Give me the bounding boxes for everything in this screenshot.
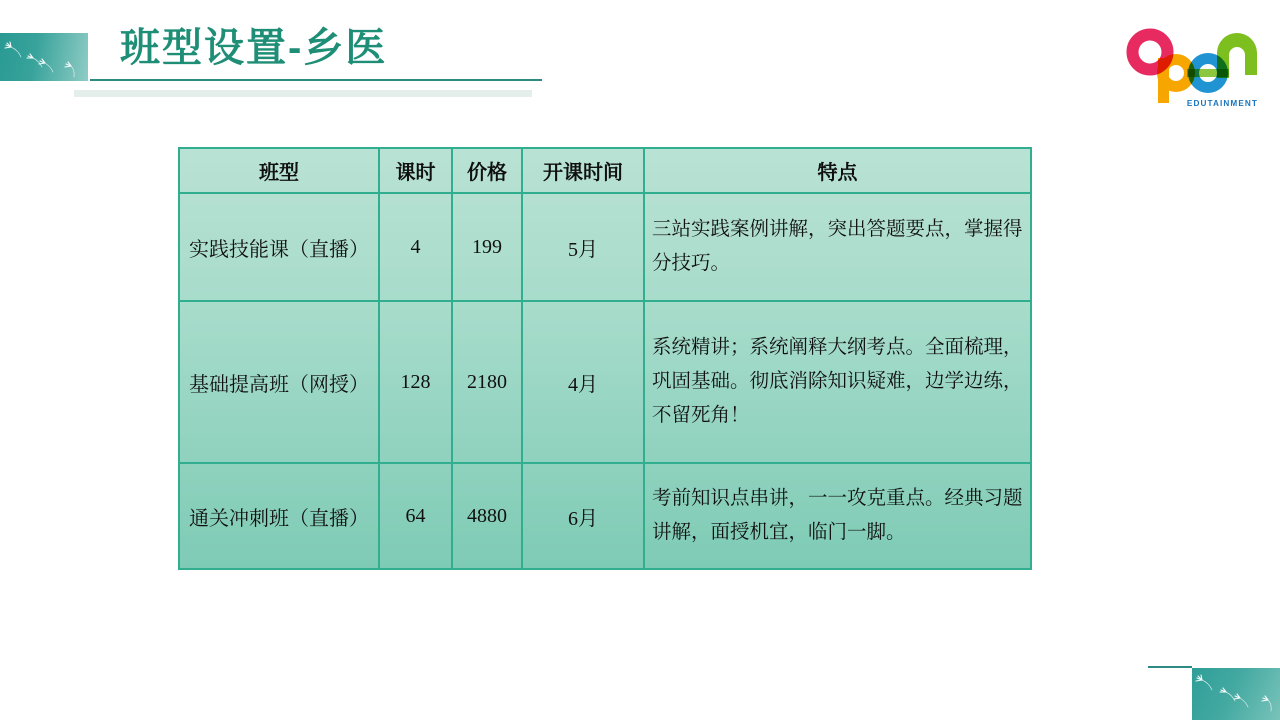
- cell-price: 4880: [452, 463, 522, 569]
- cell-start-time: 5月: [522, 193, 644, 301]
- cell-hours: 4: [379, 193, 452, 301]
- dandelion-art-top-left: [0, 33, 88, 81]
- header-price: 价格: [452, 148, 522, 193]
- header-start-time: 开课时间: [522, 148, 644, 193]
- table-row: [179, 301, 1031, 463]
- cell-price: 199: [452, 193, 522, 301]
- title-underline-soft: [74, 90, 532, 97]
- header-hours: 课时: [379, 148, 452, 193]
- page-title: 班型设置-乡医: [120, 26, 388, 70]
- cell-start-time: 6月: [522, 463, 644, 569]
- cell-start-time: 4月: [522, 301, 644, 463]
- table-row: [179, 193, 1031, 301]
- open-edutainment-logo: [1125, 25, 1265, 115]
- dandelion-seeds-icon: [0, 33, 88, 81]
- cell-features: 系统精讲；系统阐释大纲考点。全面梳理，巩固基础。彻底消除知识疑难，边学边练，不留死角！: [644, 301, 1031, 463]
- header-features: 特点: [644, 148, 1031, 193]
- bottom-right-line: [1148, 666, 1192, 668]
- cell-features: 三站实践案例讲解，突出答题要点，掌握得分技巧。: [644, 193, 1031, 301]
- logo-tagline: EDUTAINMENT: [1186, 99, 1258, 108]
- table-row: [179, 463, 1031, 569]
- cell-class-type: 通关冲刺班（直播）: [179, 463, 379, 569]
- dandelion-art-bottom-right: [1192, 668, 1280, 720]
- class-schedule-table: [178, 147, 1032, 570]
- cell-hours: 64: [379, 463, 452, 569]
- title-underline: [90, 79, 542, 81]
- cell-class-type: 基础提高班（网授）: [179, 301, 379, 463]
- cell-price: 2180: [452, 301, 522, 463]
- dandelion-seeds-icon: [1192, 668, 1280, 720]
- cell-features: 考前知识点串讲，一一攻克重点。经典习题讲解，面授机宜，临门一脚。: [644, 463, 1031, 569]
- cell-class-type: 实践技能课（直播）: [179, 193, 379, 301]
- cell-hours: 128: [379, 301, 452, 463]
- table-header-row: [179, 148, 1031, 193]
- header-class-type: 班型: [179, 148, 379, 193]
- open-logo-icon: [1125, 25, 1265, 115]
